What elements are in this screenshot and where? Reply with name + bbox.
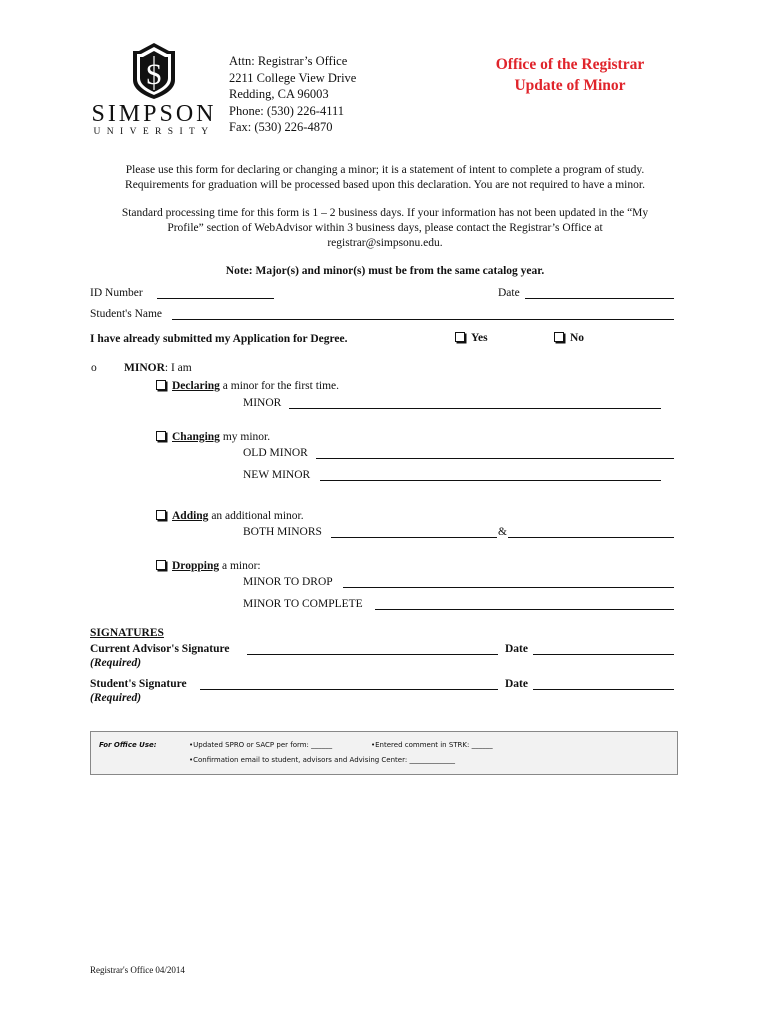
dropping-label: Dropping: [172, 560, 220, 572]
yes-checkbox[interactable]: [455, 332, 465, 342]
advisor-signature-label: Current Advisor's Signature: [90, 643, 230, 655]
processing-line-3: registrar@simpsonu.edu.: [327, 237, 443, 249]
address-street: 2211 College View Drive: [229, 70, 357, 85]
changing-checkbox[interactable]: [156, 431, 166, 441]
student-date-field[interactable]: [533, 689, 674, 690]
application-label: I have already submitted my Application for Degree.: [90, 333, 348, 345]
intro-paragraph: [80, 163, 690, 193]
no-label: No: [570, 332, 585, 344]
new-minor-label: NEW MINOR: [243, 469, 311, 481]
both-minors-field-1[interactable]: [331, 537, 497, 538]
svg-text:S: S: [145, 58, 163, 91]
both-minors-field-2[interactable]: [508, 537, 674, 538]
id-number-field[interactable]: [157, 298, 274, 299]
ampersand: &: [498, 526, 507, 538]
advisor-required-note: (Required): [90, 657, 142, 669]
minor-bullet: o: [91, 362, 97, 374]
dropping-rest: a minor:: [219, 560, 261, 572]
id-number-label: ID Number: [90, 287, 143, 299]
office-title: Office of the Registrar: [495, 56, 645, 73]
simpson-shield-logo-icon: [131, 42, 177, 100]
changing-label: Changing: [172, 431, 220, 443]
office-use-label: For Office Use:: [99, 741, 157, 749]
office-use-box: [90, 731, 678, 775]
form-title: [470, 54, 670, 96]
office-use-item-2: •Entered comment in STRK: ______: [371, 741, 493, 749]
intro-line-2: Requirements for graduation will be processed based upon this declaration. You are not required to have a minor.: [125, 179, 645, 191]
processing-line-1: Standard processing time for this form is 1 – 2 business days. If your information has not been updated in the “My: [121, 207, 649, 219]
both-minors-label: BOTH MINORS: [243, 526, 322, 538]
no-checkbox[interactable]: [554, 332, 564, 342]
declaring-checkbox[interactable]: [156, 380, 166, 390]
minor-to-complete-field[interactable]: [375, 609, 674, 610]
old-minor-field[interactable]: [316, 458, 674, 459]
footer: Registrar's Office 04/2014: [90, 965, 185, 975]
yes-option[interactable]: [455, 332, 488, 344]
student-name-field[interactable]: [172, 319, 674, 320]
dropping-checkbox[interactable]: [156, 560, 166, 570]
minor-field[interactable]: [289, 408, 661, 409]
minor-field-label: MINOR: [243, 397, 282, 409]
dropping-option[interactable]: [156, 560, 261, 572]
old-minor-label: OLD MINOR: [243, 447, 308, 459]
processing-line-2: Profile” section of WebAdvisor within 3 business days, please contact the Registrar’s Office at: [167, 222, 603, 234]
no-option[interactable]: [554, 332, 584, 344]
minor-to-drop-field[interactable]: [343, 587, 674, 588]
advisor-signature-field[interactable]: [247, 654, 498, 655]
student-required-note: (Required): [90, 692, 142, 704]
student-name-label: Student's Name: [90, 308, 163, 320]
adding-option[interactable]: [156, 510, 304, 522]
date-label: Date: [498, 287, 520, 299]
adding-label: Adding: [172, 510, 209, 522]
advisor-date-field[interactable]: [533, 654, 674, 655]
adding-rest: an additional minor.: [208, 510, 304, 522]
minor-to-drop-label: MINOR TO DROP: [243, 576, 333, 588]
advisor-date-label: Date: [505, 643, 528, 655]
declaring-rest: a minor for the first time.: [219, 380, 340, 392]
address-city: Redding, CA 96003: [229, 87, 329, 102]
new-minor-field[interactable]: [320, 480, 661, 481]
declaring-label: Declaring: [172, 380, 220, 392]
student-signature-label: Student's Signature: [90, 678, 187, 690]
address-attn: Attn: Registrar’s Office: [229, 54, 348, 68]
address-block: [229, 53, 356, 136]
form-name: Update of Minor: [514, 77, 626, 94]
yes-label: Yes: [471, 332, 488, 344]
student-signature-field[interactable]: [200, 689, 498, 690]
declaring-option[interactable]: [156, 380, 339, 392]
minor-heading-rest: : I am: [164, 362, 192, 374]
date-field[interactable]: [525, 298, 674, 299]
processing-paragraph: [80, 206, 690, 251]
logo-name: SIMPSON: [91, 101, 217, 127]
address-phone: Phone: (530) 226-4111: [229, 103, 345, 118]
changing-option[interactable]: [156, 431, 270, 443]
minor-heading: [124, 362, 192, 374]
office-use-item-1: •Updated SPRO or SACP per form: ______: [189, 741, 333, 749]
minor-heading-label: MINOR: [124, 362, 165, 374]
logo-subtitle: UNIVERSITY: [93, 127, 215, 137]
catalog-note: Note: Major(s) and minor(s) must be from the same catalog year.: [225, 265, 545, 277]
office-use-item-3: •Confirmation email to student, advisors and Advising Center: _____________: [189, 756, 455, 764]
minor-to-complete-label: MINOR TO COMPLETE: [243, 598, 363, 610]
changing-rest: my minor.: [219, 431, 271, 443]
simpson-logo: [90, 42, 218, 137]
signatures-heading: SIGNATURES: [90, 627, 164, 639]
adding-checkbox[interactable]: [156, 510, 166, 520]
student-date-label: Date: [505, 678, 528, 690]
address-fax: Fax: (530) 226-4870: [229, 120, 333, 135]
intro-line-1: Please use this form for declaring or changing a minor; it is a statement of intent to complete a program of study.: [125, 164, 645, 176]
